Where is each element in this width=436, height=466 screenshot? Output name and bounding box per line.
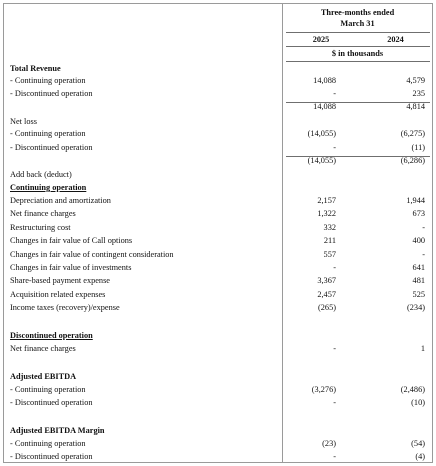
value-2024: (2,486) <box>400 385 425 394</box>
row-label: Add back (deduct) <box>10 170 72 179</box>
table-row-income-taxes <box>4 301 432 314</box>
value-2025: 2,457 <box>317 290 336 299</box>
value-2025: 332 <box>323 223 336 232</box>
row-label: - Continuing operation <box>10 385 86 394</box>
table-row-restructuring <box>4 221 432 234</box>
value-2024: 4,579 <box>406 76 425 85</box>
value-2025: (3,276) <box>311 385 336 394</box>
row-label: - Continuing operation <box>10 76 86 85</box>
row-label: - Discontinued operation <box>10 398 93 407</box>
value-2024: - <box>422 250 425 259</box>
value-2024: (54) <box>411 439 425 448</box>
table-row-continuing-operation <box>4 181 432 194</box>
value-2024: (6,275) <box>400 129 425 138</box>
table-row-rev-discontinued <box>4 87 432 100</box>
value-2025: - <box>333 344 336 353</box>
value-2024: - <box>422 223 425 232</box>
table-row-nl-total <box>4 154 432 167</box>
header-divider <box>286 46 430 47</box>
value-2025: 14,088 <box>313 76 336 85</box>
row-label: Income taxes (recovery)/expense <box>10 303 120 312</box>
value-2025: (23) <box>322 439 336 448</box>
table-row-disc-net-finance <box>4 342 432 355</box>
row-label: Adjusted EBITDA <box>10 372 77 381</box>
value-2024: 235 <box>412 89 425 98</box>
table-row-net-finance <box>4 207 432 220</box>
value-2024: 400 <box>412 236 425 245</box>
value-2024: 673 <box>412 209 425 218</box>
value-2024: 481 <box>412 276 425 285</box>
table-row-nl-discontinued <box>4 141 432 154</box>
value-2024: (4) <box>415 452 425 461</box>
table-row-adjusted-ebitda <box>4 370 432 383</box>
table-row-ebitda-discontinued <box>4 396 432 409</box>
value-2024: 641 <box>412 263 425 272</box>
row-label: Changes in fair value of Call options <box>10 236 133 245</box>
row-label: - Continuing operation <box>10 129 86 138</box>
value-2025: 211 <box>323 236 336 245</box>
row-label: Changes in fair value of contingent consideration <box>10 250 174 259</box>
header-divider <box>286 32 430 33</box>
value-2025: - <box>333 89 336 98</box>
unit-header: $ in thousands <box>331 49 384 58</box>
year-2025-header: 2025 <box>312 35 330 44</box>
row-label: Restructuring cost <box>10 223 71 232</box>
row-label: Acquisition related expenses <box>10 290 106 299</box>
value-2025: - <box>333 398 336 407</box>
value-2025: - <box>333 143 336 152</box>
value-2024: 1,944 <box>406 196 425 205</box>
period-header-line1: Three-months ended <box>320 8 395 17</box>
table-row-rev-total <box>4 100 432 113</box>
value-2025: 14,088 <box>313 102 336 111</box>
value-2025: (14,055) <box>307 156 336 165</box>
table-row-ebitda-margin <box>4 424 432 437</box>
table-row-contingent <box>4 248 432 261</box>
row-label: Depreciation and amortization <box>10 196 111 205</box>
row-label: Adjusted EBITDA Margin <box>10 426 105 435</box>
value-2024: (11) <box>411 143 425 152</box>
row-label: Total Revenue <box>10 64 61 73</box>
table-row-discontinued-operation <box>4 329 432 342</box>
row-label: Changes in fair value of investments <box>10 263 132 272</box>
row-label: - Continuing operation <box>10 439 86 448</box>
value-2025: (14,055) <box>307 129 336 138</box>
value-2024: 525 <box>412 290 425 299</box>
table-row-add-back <box>4 168 432 181</box>
value-2025: - <box>333 263 336 272</box>
table-row-ebitda-continuing <box>4 383 432 396</box>
row-label: Net finance charges <box>10 344 76 353</box>
value-2025: 2,157 <box>317 196 336 205</box>
value-2024: (6,286) <box>400 156 425 165</box>
value-2025: 557 <box>323 250 336 259</box>
table-row-investments <box>4 261 432 274</box>
row-label: Net finance charges <box>10 209 76 218</box>
value-2024: 1 <box>420 344 425 353</box>
value-2025: - <box>333 452 336 461</box>
table-row-margin-continuing <box>4 437 432 450</box>
value-2025: 3,367 <box>317 276 336 285</box>
value-2024: 4,814 <box>406 102 425 111</box>
row-label: Net loss <box>10 117 37 126</box>
value-2024: (10) <box>411 398 425 407</box>
table-row-call-options <box>4 234 432 247</box>
financial-table <box>3 3 433 463</box>
value-2025: (265) <box>318 303 336 312</box>
table-row-nl-continuing <box>4 127 432 140</box>
row-label: - Discontinued operation <box>10 143 93 152</box>
table-row-acquisition <box>4 288 432 301</box>
value-2025: 1,322 <box>317 209 336 218</box>
row-label: Continuing operation <box>10 183 87 192</box>
row-label: Discontinued operation <box>10 331 93 340</box>
year-2024-header: 2024 <box>387 35 404 44</box>
table-row-rev-continuing <box>4 74 432 87</box>
value-2024: (234) <box>407 303 425 312</box>
table-row-depreciation <box>4 194 432 207</box>
table-row-margin-discontinued <box>4 450 432 463</box>
period-header-line2: March 31 <box>340 19 375 28</box>
row-label: - Discontinued operation <box>10 89 93 98</box>
row-label: Share-based payment expense <box>10 276 110 285</box>
table-row-share-based <box>4 274 432 287</box>
row-label: - Discontinued operation <box>10 452 93 461</box>
